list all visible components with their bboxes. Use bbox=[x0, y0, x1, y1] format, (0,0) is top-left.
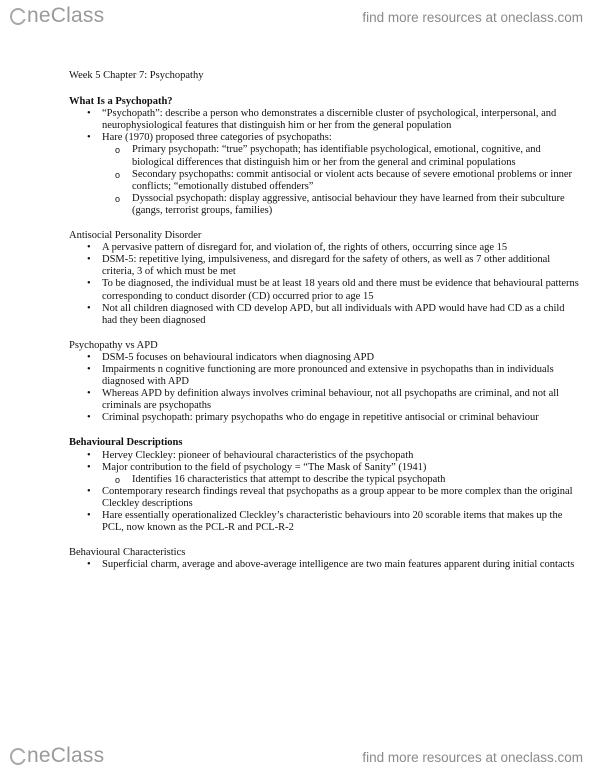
list-item: • Criminal psychopath: primary psychopaths who do engage in repetitive antisocial or criminal behaviour bbox=[69, 412, 579, 424]
document-body bbox=[69, 70, 579, 584]
list-item: • Hervey Cleckley: pioneer of behavioural characteristics of the psychopath bbox=[69, 450, 579, 462]
oneclass-logo[interactable] bbox=[10, 4, 104, 28]
oneclass-logo-icon bbox=[10, 748, 26, 765]
bullet-list bbox=[69, 242, 579, 327]
section-psychopathy-vs-apd bbox=[69, 340, 579, 425]
footer-tagline[interactable]: find more resources at oneclass.com bbox=[362, 750, 583, 765]
section-title: Behavioural Descriptions bbox=[69, 437, 183, 449]
list-item: • DSM-5 focuses on behavioural indicators when diagnosing APD bbox=[69, 352, 579, 364]
oneclass-logo-icon bbox=[10, 8, 26, 25]
list-item: • To be diagnosed, the individual must be at least 18 years old and there must be evidence that behavioural patterns corresponding to conduct disorder (CD) occurred prior to age 15 bbox=[69, 278, 579, 302]
list-item: • Whereas APD by definition always involves criminal behaviour, not all psychopaths are criminal, and not all criminals are psychopaths bbox=[69, 388, 579, 412]
section-title: Behavioural Characteristics bbox=[69, 547, 186, 559]
section-title: Psychopathy vs APD bbox=[69, 339, 158, 351]
page-footer bbox=[0, 744, 595, 770]
section-what-is-psychopath bbox=[69, 96, 579, 217]
header-tagline[interactable]: find more resources at oneclass.com bbox=[362, 10, 583, 25]
logo-text: neClass bbox=[27, 4, 105, 27]
sub-list-item: o Primary psychopath: “true” psychopath; has identifiable psychological, emotional, cognitive, and biological differences that distinguish him or her from the general and criminal populations bbox=[102, 144, 579, 168]
list-item: • Contemporary research findings reveal that psychopaths as a group appear to be more complex than the original Cleckley descriptions bbox=[69, 486, 579, 510]
list-item bbox=[69, 132, 579, 217]
sub-list-item: o Dyssocial psychopath: display aggressive, antisocial behaviour they have learned from their subculture (gangs, terrorist groups, families) bbox=[102, 193, 579, 217]
bullet-list bbox=[69, 108, 579, 217]
sub-list-item: o Identifies 16 characteristics that attempt to describe the typical psychopath bbox=[102, 474, 579, 486]
oneclass-logo[interactable] bbox=[10, 744, 104, 768]
list-item: • Superficial charm, average and above-average intelligence are two main features apparent during initial contacts bbox=[69, 559, 579, 571]
section-title: Antisocial Personality Disorder bbox=[69, 230, 202, 242]
section-apd bbox=[69, 230, 579, 327]
section-behavioural-descriptions bbox=[69, 437, 579, 534]
list-item: • Hare essentially operationalized Cleckley’s characteristic behaviours into 20 scorable items that makes up the PCL, now known as the PCL-R and PCL-R-2 bbox=[69, 510, 579, 534]
section-behavioural-characteristics bbox=[69, 547, 579, 571]
list-item: • Not all children diagnosed with CD develop APD, but all individuals with APD would have had CD as a child had they been diagnosed bbox=[69, 303, 579, 327]
page-header bbox=[0, 0, 595, 40]
bullet-list bbox=[69, 559, 579, 571]
list-item-text: Hare (1970) proposed three categories of psychopaths: bbox=[102, 132, 332, 144]
list-item: • “Psychopath”: describe a person who demonstrates a discernible cluster of psychological, interpersonal, and neurophysiological features that distinguish him or her from the general population bbox=[69, 108, 579, 132]
bullet-list bbox=[69, 450, 579, 535]
list-item: • Impairments n cognitive functioning are more pronounced and extensive in psychopaths than in individuals diagnosed with APD bbox=[69, 364, 579, 388]
sub-list-item: o Secondary psychopaths: commit antisocial or violent acts because of severe emotional problems or inner conflicts; “emotionally distubed offenders” bbox=[102, 169, 579, 193]
list-item bbox=[69, 462, 579, 486]
logo-text: neClass bbox=[27, 744, 105, 767]
list-item: • DSM-5: repetitive lying, impulsiveness, and disregard for the safety of others, as well as 7 other additional criteria, 3 of which must be met bbox=[69, 254, 579, 278]
bullet-list bbox=[69, 352, 579, 425]
list-item: • A pervasive pattern of disregard for, and violation of, the rights of others, occurring since age 15 bbox=[69, 242, 579, 254]
sub-bullet-list bbox=[102, 144, 579, 217]
page-title: Week 5 Chapter 7: Psychopathy bbox=[69, 70, 204, 81]
section-title: What Is a Psychopath? bbox=[69, 96, 173, 108]
list-item-text: Major contribution to the field of psychology = “The Mask of Sanity” (1941) bbox=[102, 461, 427, 473]
sub-bullet-list bbox=[102, 474, 579, 486]
